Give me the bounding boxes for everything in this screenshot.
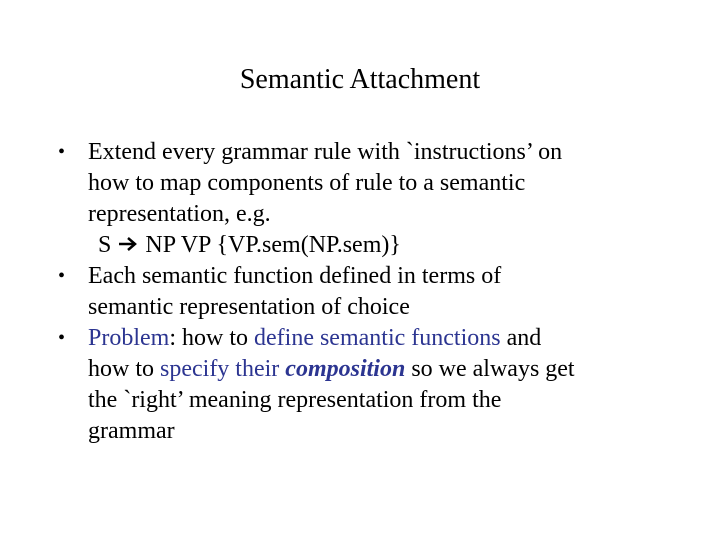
- bullet-3-line-4: grammar: [88, 418, 175, 444]
- grammar-rule-example: [88, 230, 678, 261]
- rule-rhs: NP VP {VP.sem(NP.sem)}: [145, 232, 401, 258]
- bullet-3-line-3: the `right’ meaning representation from the: [88, 387, 502, 413]
- rule-lhs: S: [98, 232, 112, 258]
- bullet-marker: •: [58, 327, 66, 349]
- specify-phrase: specify their: [160, 356, 286, 382]
- bullet-item-3: [58, 323, 678, 447]
- slide-title: Semantic Attachment: [239, 64, 481, 95]
- right-arrow-icon: [117, 234, 139, 254]
- bullet-1-line-2: how to map components of rule to a semantic: [88, 170, 526, 196]
- bullet-3-text-2: and: [500, 325, 542, 351]
- bullet-list: [58, 137, 678, 447]
- bullet-2-line-2: semantic representation of choice: [88, 294, 410, 320]
- bullet-marker: •: [58, 265, 66, 287]
- bullet-1-line-3: representation, e.g.: [88, 201, 271, 227]
- bullet-2-line-1: Each semantic function defined in terms of: [88, 263, 502, 289]
- bullet-3-text-4: so we always get: [405, 356, 575, 382]
- bullet-item-1: [58, 137, 678, 261]
- define-phrase: define semantic functions: [254, 325, 501, 351]
- bullet-marker: •: [58, 141, 66, 163]
- bullet-3-line-2: [88, 354, 678, 385]
- bullet-1-line-1: Extend every grammar rule with `instructions’ on: [88, 139, 563, 165]
- bullet-3-text-1: : how to: [169, 325, 254, 351]
- bullet-3-line-1: [88, 323, 678, 354]
- bullet-3-text-3: how to: [88, 356, 160, 382]
- problem-label: Problem: [88, 325, 170, 351]
- bullet-item-2: [58, 261, 678, 323]
- composition-emphasis: composition: [285, 356, 406, 382]
